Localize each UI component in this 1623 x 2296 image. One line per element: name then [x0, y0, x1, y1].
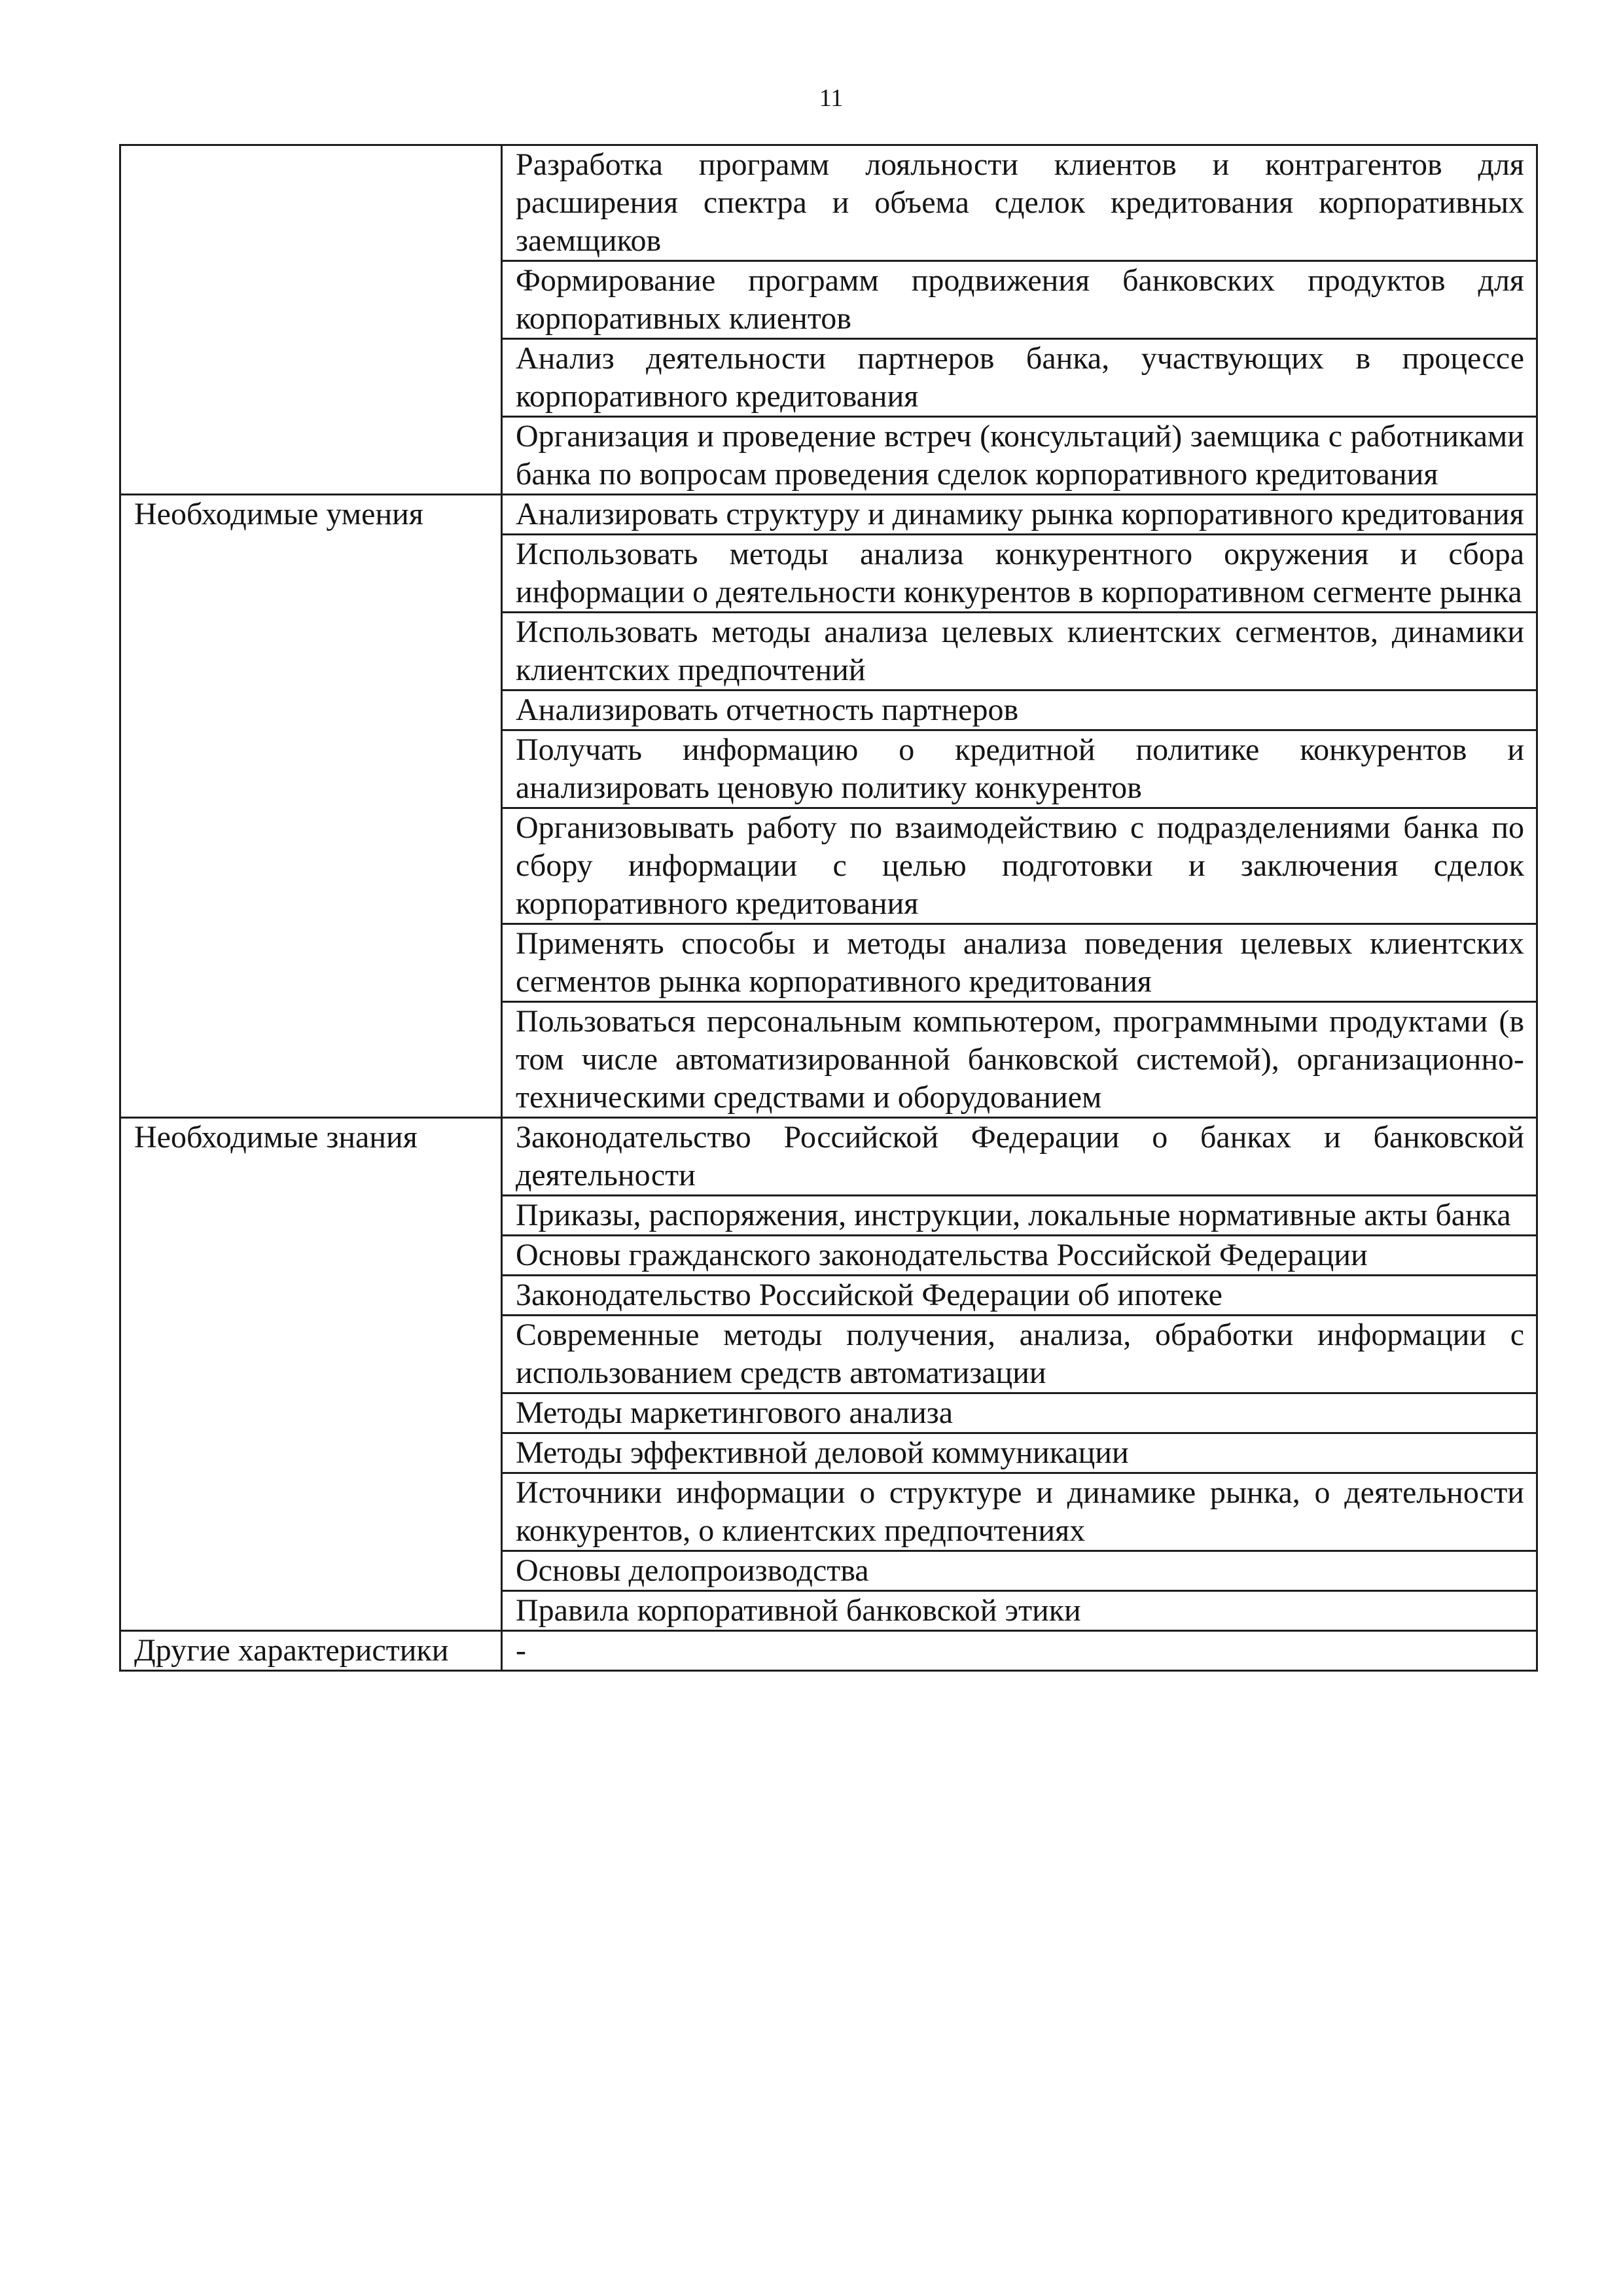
section-label-other: Другие характеристики [120, 1631, 502, 1671]
table-cell: Анализ деятельности партнеров банка, участвующих в процессе корпоративного кредитования [502, 339, 1537, 417]
table-cell: Организация и проведение встреч (консультаций) заемщика с работниками банка по вопросам проведения сделок корпоративного кредитования [502, 417, 1537, 495]
table-cell: Основы делопроизводства [502, 1551, 1537, 1591]
table-cell: Формирование программ продвижения банковских продуктов для корпоративных клиентов [502, 261, 1537, 339]
table-cell: Основы гражданского законодательства Российской Федерации [502, 1236, 1537, 1276]
table-cell: Законодательство Российской Федерации о банках и банковской деятельности [502, 1118, 1537, 1196]
table-cell: Разработка программ лояльности клиентов и контрагентов для расширения спектра и объема сделок кредитования корпоративных заемщиков [502, 145, 1537, 261]
table-cell: Использовать методы анализа конкурентного окружения и сбора информации о деятельности конкурентов в корпоративном сегменте рынка [502, 535, 1537, 613]
table-cell: Анализировать структуру и динамику рынка корпоративного кредитования [502, 495, 1537, 535]
table-cell: Пользоваться персональным компьютером, программными продуктами (в том числе автоматизированной банковской системой), организационно-техническими средствами и оборудованием [502, 1002, 1537, 1118]
table-cell: Правила корпоративной банковской этики [502, 1591, 1537, 1631]
table-cell: Методы маркетингового анализа [502, 1393, 1537, 1433]
table-row [120, 1631, 1537, 1671]
table-cell: Методы эффективной деловой коммуникации [502, 1433, 1537, 1473]
table-row [120, 1118, 1537, 1196]
table-cell: - [502, 1631, 1537, 1671]
page-number: 11 [819, 84, 844, 112]
table-cell: Приказы, распоряжения, инструкции, локальные нормативные акты банка [502, 1196, 1537, 1236]
requirements-table [119, 144, 1538, 1672]
section-label-skills: Необходимые умения [120, 495, 502, 1118]
table-cell: Анализировать отчетность партнеров [502, 691, 1537, 730]
section-label-knowledge: Необходимые знания [120, 1118, 502, 1631]
table-row [120, 145, 1537, 261]
table-cell: Законодательство Российской Федерации об ипотеке [502, 1276, 1537, 1316]
table-cell: Использовать методы анализа целевых клиентских сегментов, динамики клиентских предпочтений [502, 613, 1537, 691]
table-cell: Получать информацию о кредитной политике конкурентов и анализировать ценовую политику конкурентов [502, 730, 1537, 808]
table-cell: Организовывать работу по взаимодействию с подразделениями банка по сбору информации с целью подготовки и заключения сделок корпоративного кредитования [502, 808, 1537, 924]
table-cell: Применять способы и методы анализа поведения целевых клиентских сегментов рынка корпоративного кредитования [502, 924, 1537, 1002]
table-row [120, 495, 1537, 535]
section-label-continued [120, 145, 502, 495]
table-cell: Современные методы получения, анализа, обработки информации с использованием средств автоматизации [502, 1316, 1537, 1393]
table-cell: Источники информации о структуре и динамике рынка, о деятельности конкурентов, о клиентских предпочтениях [502, 1473, 1537, 1551]
